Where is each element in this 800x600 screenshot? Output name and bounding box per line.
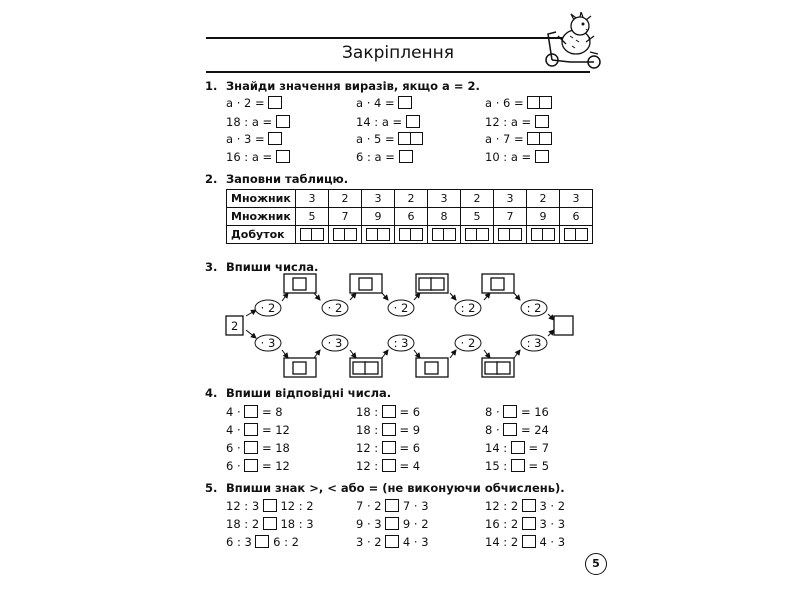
compare-left: 18 : 2: [226, 517, 260, 531]
expr-right: = 6: [399, 405, 421, 419]
expr: 6 : а =: [356, 150, 395, 164]
expr: 10 : а =: [485, 150, 532, 164]
arrow: [350, 293, 356, 300]
table-cell: 2: [395, 190, 428, 208]
table-cell: 2: [461, 190, 494, 208]
task3-number: 3.: [205, 260, 218, 274]
arrow: [514, 293, 520, 300]
compare-left: 16 : 2: [485, 517, 519, 531]
expr: а · 2 =: [226, 96, 265, 110]
answer-box[interactable]: [293, 278, 306, 290]
expr-right: = 8: [261, 405, 283, 419]
expr-left: 4 ·: [226, 405, 241, 419]
expr: а · 7 =: [485, 132, 524, 146]
answer-box[interactable]: [425, 362, 438, 374]
expr: 18 : а =: [226, 115, 273, 129]
row-label: Добуток: [227, 226, 296, 244]
operation-label: · 2: [327, 301, 343, 315]
expr: а · 4 =: [356, 96, 395, 110]
arrow: [484, 293, 490, 300]
sign-box[interactable]: [385, 499, 399, 512]
row-label: Множник: [227, 208, 296, 226]
arrow: [414, 350, 420, 358]
task5-number: 5.: [205, 481, 218, 495]
table-cell: 5: [296, 208, 329, 226]
task3-instruction: Впиши числа.: [226, 260, 319, 274]
arrow: [282, 293, 288, 301]
page-number: 5: [585, 553, 607, 575]
arrow: [514, 350, 520, 358]
arrow: [414, 293, 420, 300]
arrow: [246, 330, 256, 338]
expr: 14 : а =: [356, 115, 403, 129]
table-cell: 3: [428, 190, 461, 208]
table-cell: 2: [329, 190, 362, 208]
table-cell: 6: [395, 208, 428, 226]
sign-box[interactable]: [263, 517, 277, 530]
operation-label: : 2: [460, 301, 476, 315]
operation-label: · 2: [393, 301, 409, 315]
expr: а · 5 =: [356, 132, 395, 146]
answer-box[interactable]: [359, 278, 372, 290]
answer-box[interactable]: [382, 459, 396, 472]
table-cell: 9: [362, 208, 395, 226]
compare-left: 14 : 2: [485, 535, 519, 549]
expr-left: 14 :: [485, 441, 508, 455]
operation-label: · 2: [260, 301, 276, 315]
expr: а · 3 =: [226, 132, 265, 146]
compare-left: 3 · 2: [356, 535, 382, 549]
arrow: [314, 350, 320, 358]
compare-right: 6 : 2: [273, 535, 299, 549]
expr-right: = 9: [399, 423, 421, 437]
answer-box[interactable]: [485, 362, 498, 374]
table-cell: 7: [494, 208, 527, 226]
compare-right: 9 · 2: [402, 517, 429, 531]
compare-right: 7 · 3: [402, 499, 429, 513]
answer-box[interactable]: [431, 278, 444, 290]
compare-right: 12 : 2: [280, 499, 314, 513]
table-cell: 6: [560, 208, 593, 226]
sign-box[interactable]: [522, 535, 536, 548]
expr-right: = 12: [261, 459, 290, 473]
answer-box[interactable]: [293, 362, 306, 374]
answer-box[interactable]: [244, 405, 258, 418]
compare-left: 12 : 2: [485, 499, 519, 513]
table-cell: 8: [428, 208, 461, 226]
task2-instruction: Заповни таблицю.: [226, 172, 349, 186]
expr-left: 6 ·: [226, 459, 241, 473]
task4-number: 4.: [205, 386, 218, 400]
arrow: [314, 293, 320, 300]
compare-right: 4 · 3: [402, 535, 429, 549]
answer-box[interactable]: [365, 362, 378, 374]
operation-label: · 2: [460, 336, 476, 350]
expr: а · 6 =: [485, 96, 524, 110]
table-cell: 7: [329, 208, 362, 226]
page-title: Закріплення: [342, 43, 454, 63]
answer-box[interactable]: [503, 405, 517, 418]
arrow: [548, 330, 554, 336]
expr: 12 : а =: [485, 115, 532, 129]
arrow: [450, 293, 456, 300]
task2-number: 2.: [205, 172, 218, 186]
compare-left: 6 : 3: [226, 535, 252, 549]
operation-label: : 3: [393, 336, 409, 350]
compare-left: 9 · 3: [356, 517, 382, 531]
arrow: [548, 314, 554, 320]
sign-box[interactable]: [385, 535, 399, 548]
final-answer-box[interactable]: [554, 316, 573, 335]
answer-box[interactable]: [503, 423, 517, 436]
sign-box[interactable]: [255, 535, 269, 548]
arrow: [282, 350, 288, 358]
answer-box[interactable]: [244, 459, 258, 472]
task5-instruction: Впиши знак >, < або = (не виконуючи обчислень).: [226, 481, 565, 495]
expr-left: 12 :: [356, 441, 379, 455]
expr-right: = 12: [261, 423, 290, 437]
expr-right: = 16: [520, 405, 549, 419]
table-cell: 5: [461, 208, 494, 226]
answer-box[interactable]: [497, 362, 510, 374]
task4-instruction: Впиши відповідні числа.: [226, 386, 392, 400]
sign-box[interactable]: [522, 499, 536, 512]
sign-box[interactable]: [522, 517, 536, 530]
arrow: [350, 350, 356, 358]
compare-right: 3 · 2: [539, 499, 566, 513]
expr-left: 6 ·: [226, 441, 241, 455]
table-cell: 3: [296, 190, 329, 208]
operation-label: : 2: [526, 301, 542, 315]
table-cell: 9: [527, 208, 560, 226]
answer-box[interactable]: [382, 405, 396, 418]
expr-right: = 5: [528, 459, 550, 473]
arrow: [450, 350, 456, 358]
answer-box[interactable]: [491, 278, 504, 290]
arrow: [382, 293, 388, 300]
compare-left: 12 : 3: [226, 499, 260, 513]
table-cell: 3: [560, 190, 593, 208]
compare-right: 3 · 3: [539, 517, 566, 531]
expr-right: = 24: [520, 423, 549, 437]
answer-box[interactable]: [511, 441, 525, 454]
start-value: 2: [231, 319, 239, 333]
arrow: [246, 310, 256, 316]
expr-right: = 7: [528, 441, 550, 455]
expr-left: 18 :: [356, 405, 379, 419]
answer-box[interactable]: [382, 423, 396, 436]
sign-box[interactable]: [263, 499, 277, 512]
arrow: [382, 350, 388, 358]
expr-left: 4 ·: [226, 423, 241, 437]
operation-label: : 3: [526, 336, 542, 350]
answer-box[interactable]: [244, 441, 258, 454]
compare-right: 18 : 3: [280, 517, 314, 531]
expr-right: = 6: [399, 441, 421, 455]
sign-box[interactable]: [385, 517, 399, 530]
expr-left: 8 ·: [485, 423, 500, 437]
expr-left: 18 :: [356, 423, 379, 437]
answer-box[interactable]: [353, 362, 366, 374]
expr-left: 8 ·: [485, 405, 500, 419]
answer-box[interactable]: [244, 423, 258, 436]
expr-right: = 18: [261, 441, 290, 455]
compare-right: 4 · 3: [539, 535, 566, 549]
answer-box[interactable]: [382, 441, 396, 454]
expr: 16 : а =: [226, 150, 273, 164]
table-cell: 2: [527, 190, 560, 208]
arrow: [484, 350, 490, 358]
expr-right: = 4: [399, 459, 421, 473]
row-label: Множник: [227, 190, 296, 208]
expr-left: 15 :: [485, 459, 508, 473]
task1-number: 1.: [205, 79, 218, 93]
expr-left: 12 :: [356, 459, 379, 473]
operation-label: · 3: [327, 336, 343, 350]
answer-box[interactable]: [511, 459, 525, 472]
operation-label: · 3: [260, 336, 276, 350]
answer-box[interactable]: [419, 278, 432, 290]
compare-left: 7 · 2: [356, 499, 382, 513]
task1-instruction: Знайди значення виразів, якщо а = 2.: [226, 79, 480, 93]
table-cell: 3: [362, 190, 395, 208]
table-cell: 3: [494, 190, 527, 208]
